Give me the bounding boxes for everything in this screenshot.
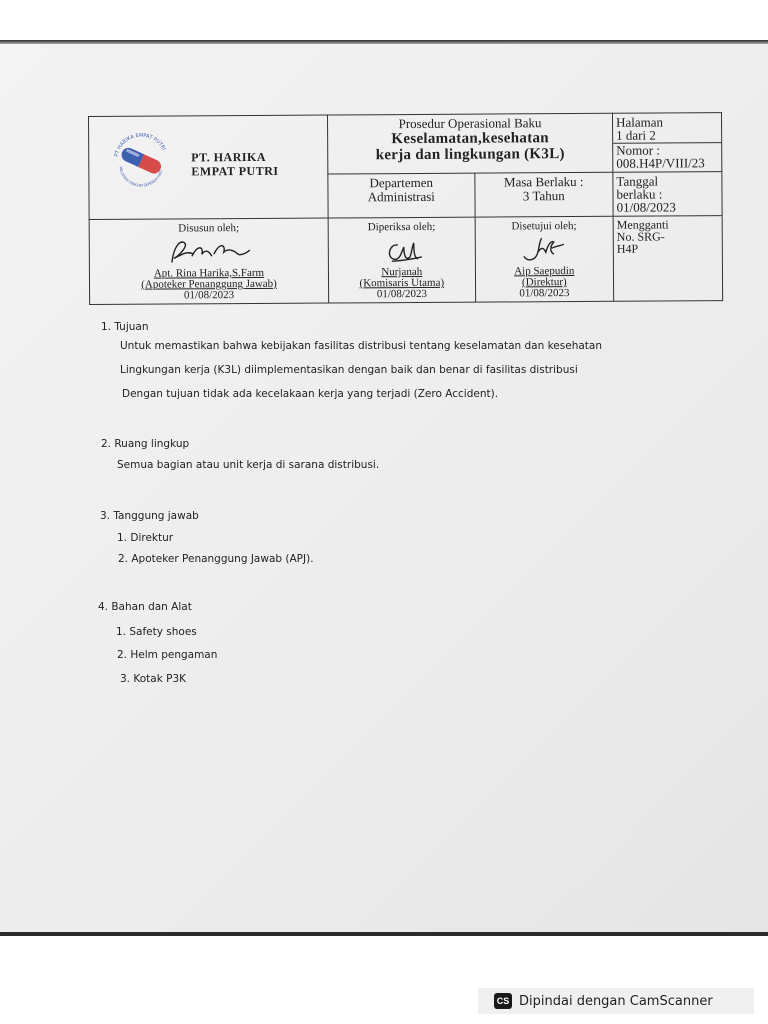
sop-title-line2: kerja dan lingkungan (K3L): [375, 146, 565, 164]
company-name-line1: PT. HARIKA: [191, 149, 267, 165]
list-item: 2. Apoteker Penanggung Jawab (APJ).: [118, 553, 314, 565]
tanggal-label2: berlaku :: [616, 186, 663, 202]
list-item: 2. Helm pengaman: [117, 649, 218, 661]
signatory-name: Nurjanah: [381, 265, 423, 279]
signature-label: Diperiksa oleh;: [367, 220, 436, 234]
departemen-value: Administrasi: [367, 188, 435, 205]
list-item: 3. Kotak P3K: [120, 673, 187, 685]
signatory-role: (Komisaris Utama): [359, 276, 445, 290]
camscanner-watermark: [478, 988, 754, 1014]
tujuan-line-2: Lingkungan kerja (K3L) diimplementasikan dengan baik dan benar di fasilitas distribusi: [120, 364, 578, 376]
masa-value: 3 Tahun: [522, 188, 565, 204]
tanggal-value: 01/08/2023: [616, 199, 676, 215]
ruang-lingkup-line-1: Semua bagian atau unit kerja di sarana distribusi.: [117, 459, 380, 471]
camscanner-icon: CS: [494, 993, 512, 1009]
mengganti-label: Mengganti: [616, 217, 669, 232]
tujuan-line-1: Untuk memastikan bahwa kebijakan fasilitas distribusi tentang keselamatan dan kesehatan: [120, 340, 602, 352]
mengganti-value1: No. SRG-: [616, 229, 665, 244]
signatory-name: Apt. Rina Harika,S.Farm: [153, 266, 265, 280]
signature-label: Disetujui oleh;: [511, 220, 577, 233]
camscanner-text: Dipindai dengan CamScanner: [519, 993, 713, 1009]
tanggal-label: Tanggal: [616, 173, 659, 189]
departemen-label: Departemen: [369, 174, 434, 191]
list-item: 1. Direktur: [117, 532, 174, 544]
nomor-value: 008.H4P/VIII/23: [616, 155, 705, 171]
section-title-tanggung-jawab: 3. Tanggung jawab: [100, 510, 199, 522]
sop-label: Prosedur Operasional Baku: [398, 115, 542, 132]
signature-date: 01/08/2023: [519, 287, 570, 300]
signature-date: 01/08/2023: [376, 287, 428, 301]
sop-title-line1: Keselamatan,kesehatan: [391, 130, 549, 148]
halaman-label: Halaman: [616, 114, 664, 130]
halaman-value: 1 dari 2: [616, 127, 656, 143]
mengganti-value2: H4P: [616, 241, 639, 256]
signature-date: 01/08/2023: [183, 289, 235, 302]
signatory-role: (Apoteker Penanggung Jawab): [141, 277, 277, 291]
list-item: 1. Safety shoes: [116, 626, 197, 638]
signature-label: Disusun oleh;: [178, 222, 240, 235]
section-title-bahan-alat: 4. Bahan dan Alat: [98, 601, 192, 613]
signatory-name: Aip Saepudin: [514, 265, 575, 278]
company-name-line2: EMPAT PUTRI: [191, 163, 279, 179]
logo-text-bottom: MELAYANI DENGAN SEPENUH HATI: [118, 166, 164, 188]
nomor-label: Nomor :: [616, 142, 660, 158]
masa-label: Masa Berlaku :: [503, 173, 584, 190]
tujuan-line-3: Dengan tujuan tidak ada kecelakaan kerja yang terjadi (Zero Accident).: [122, 388, 499, 400]
signatory-role: (Direktur): [522, 276, 567, 289]
section-title-tujuan: 1. Tujuan: [101, 321, 149, 333]
section-title-ruang-lingkup: 2. Ruang lingkup: [101, 438, 190, 450]
logo-text-top: PT HARIKA EMPAT PUTRI: [113, 132, 167, 158]
